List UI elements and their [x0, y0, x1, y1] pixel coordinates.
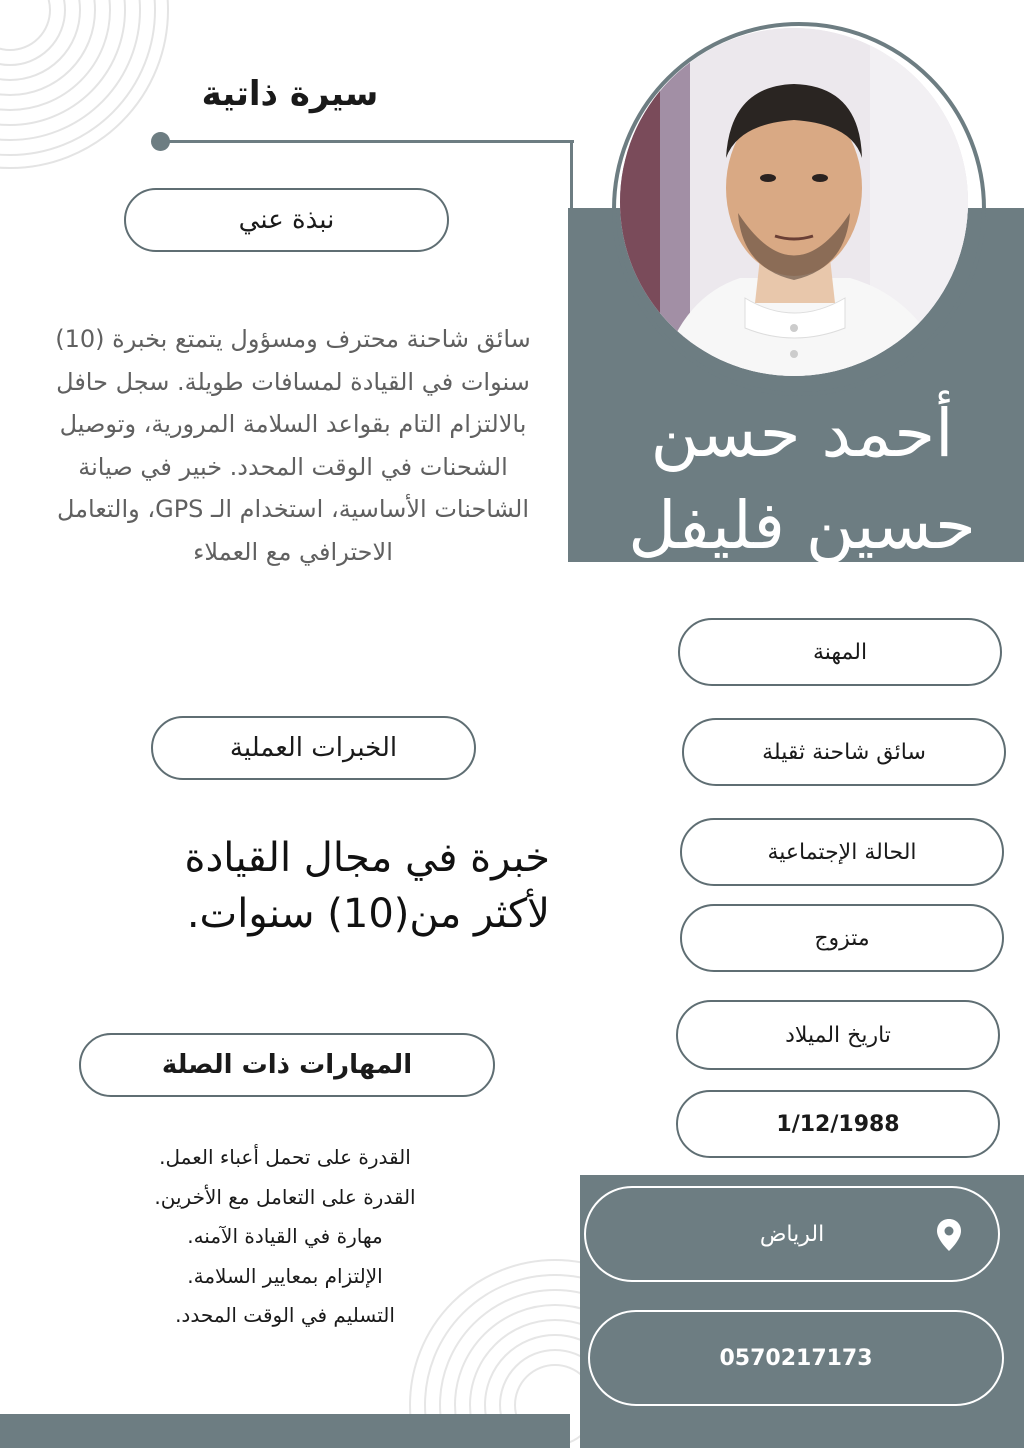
- skill-item: التسليم في الوقت المحدد.: [175, 1303, 395, 1327]
- bottom-bar: [0, 1414, 570, 1448]
- person-portrait-icon: [620, 28, 968, 376]
- birth-date-label: تاريخ الميلاد: [676, 1000, 1000, 1070]
- birth-date-value: 1/12/1988: [676, 1090, 1000, 1158]
- experience-line-2: لأكثر من(10) سنوات.: [186, 891, 550, 937]
- skill-item: القدرة على التعامل مع الأخرين.: [154, 1184, 416, 1209]
- profession-label: المهنة: [678, 618, 1002, 686]
- experience-text: [90, 830, 550, 942]
- phone-field: 0570217173: [588, 1310, 1004, 1406]
- profession-value: سائق شاحنة ثقيلة: [682, 718, 1006, 786]
- map-pin-icon: [936, 1218, 962, 1252]
- skills-list: [110, 1138, 460, 1336]
- connector-line-vertical: [570, 140, 573, 210]
- cv-title: سيرة ذاتية: [201, 74, 379, 114]
- skill-item: القدرة على تحمل أعباء العمل.: [159, 1145, 411, 1169]
- marital-status-value: متزوج: [680, 904, 1004, 972]
- full-name: [580, 388, 1024, 572]
- about-heading: نبذة عني: [124, 188, 449, 252]
- skill-item: الإلتزام بمعايير السلامة.: [187, 1263, 383, 1288]
- connector-line: [160, 140, 574, 143]
- name-line-2: حسين فليفل: [628, 487, 976, 564]
- name-line-1: أحمد حسن: [650, 395, 954, 472]
- skills-heading: المهارات ذات الصلة: [79, 1033, 495, 1097]
- skill-item: مهارة في القيادة الآمنه.: [187, 1224, 383, 1248]
- about-text: سائق شاحنة محترف ومسؤول يتمتع بخبرة (10) سنوات في القيادة لمسافات طويلة. سجل حافل بالالتزام التام بقواعد السلامة المرورية، وتوصيل الشحنات في الوقت المحدد. خبير في صيانة الشاحنات الأساسية، استخدام الـ GPS، والتعامل الاحترافي مع العملاء: [55, 325, 531, 566]
- profile-photo: [620, 28, 968, 376]
- decorative-arcs-top: [0, 0, 170, 170]
- marital-status-label: الحالة الإجتماعية: [680, 818, 1004, 886]
- connector-dot: [151, 132, 170, 151]
- experience-heading: الخبرات العملية: [151, 716, 476, 780]
- experience-line-1: خبرة في مجال القيادة: [184, 835, 550, 881]
- location-field: الرياض: [584, 1186, 1000, 1282]
